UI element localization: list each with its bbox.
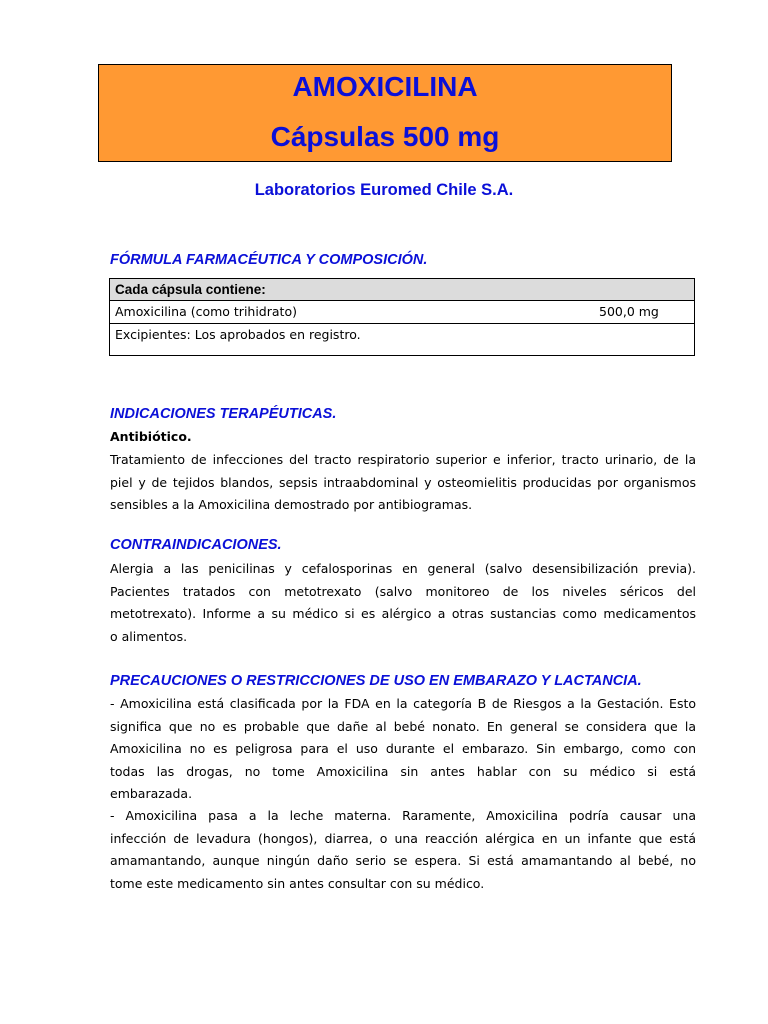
paragraph-line: amamantando, aunque ningún daño serio se espera. Si está amamantando al bebé, no [110, 853, 696, 868]
table-row [110, 301, 694, 324]
paragraph-line: piel y de tejidos blandos, sepsis intraabdominal y osteomielitis producidas por organismos [110, 474, 696, 490]
paragraph-line: Alergia a las penicilinas y cefalosporinas en general (salvo desensibilización previa). [110, 561, 696, 576]
precautions-heading: PRECAUCIONES O RESTRICCIONES DE USO EN EMBARAZO Y LACTANCIA. [110, 673, 642, 689]
dosage-form-title: Cápsulas 500 mg [270, 121, 500, 152]
formula-heading: FÓRMULA FARMACÉUTICA Y COMPOSICIÓN. [110, 252, 428, 268]
ingredient-name: Amoxicilina (como trihidrato) [115, 304, 297, 319]
indications-paragraph [110, 449, 696, 517]
contraindications-paragraph [110, 558, 696, 648]
paragraph-line: todas las drogas, no tome Amoxicilina sin antes hablar con su médico si está [110, 763, 696, 779]
paragraph-line: Pacientes tratados con metotrexato (salvo monitoreo de los niveles séricos del [110, 583, 696, 599]
paragraph-line: significa que no es probable que dañe al bebé nonato. En general se considera que la [110, 718, 696, 734]
paragraph-line: o alimentos. [110, 628, 188, 644]
precautions-paragraph-2 [110, 805, 696, 895]
paragraph-line: infección de levadura (hongos), diarrea, o una reacción alérgica en un infante que está [110, 830, 696, 846]
paragraph-line: Tratamiento de infecciones del tracto respiratorio superior e inferior, tracto urinario, de la [110, 452, 696, 467]
precautions-paragraph-1 [110, 693, 696, 806]
laboratory-name: Laboratorios Euromed Chile S.A. [254, 181, 514, 199]
paragraph-line: embarazada. [110, 786, 193, 801]
contraindications-heading: CONTRAINDICACIONES. [110, 537, 282, 553]
paragraph-line: Amoxicilina no es peligrosa para el uso durante el embarazo. Sin embargo, como con [110, 741, 696, 756]
paragraph-line: metotrexato). Informe a su médico si es alérgico a otras sustancias como medicamentos [110, 606, 696, 621]
composition-table-header: Cada cápsula contiene: [110, 279, 694, 301]
paragraph-line: - Amoxicilina está clasificada por la FDA en la categoría B de Riesgos a la Gestación. Esto [110, 696, 696, 711]
indications-subheading: Antibiótico. [110, 429, 192, 444]
excipients-note: Excipientes: Los aprobados en registro. [115, 327, 361, 342]
table-row [110, 324, 694, 347]
paragraph-line: tome este medicamento sin antes consultar con su médico. [110, 875, 485, 891]
indications-heading: INDICACIONES TERAPÉUTICAS. [110, 406, 337, 422]
ingredient-amount: 500,0 mg [599, 304, 659, 319]
title-box [98, 64, 672, 162]
paragraph-line: sensibles a la Amoxicilina demostrado por antibiogramas. [110, 497, 473, 512]
composition-table [109, 278, 695, 356]
drug-name-title: AMOXICILINA [292, 71, 478, 102]
paragraph-line: - Amoxicilina pasa a la leche materna. Raramente, Amoxicilina podría causar una [110, 808, 696, 823]
